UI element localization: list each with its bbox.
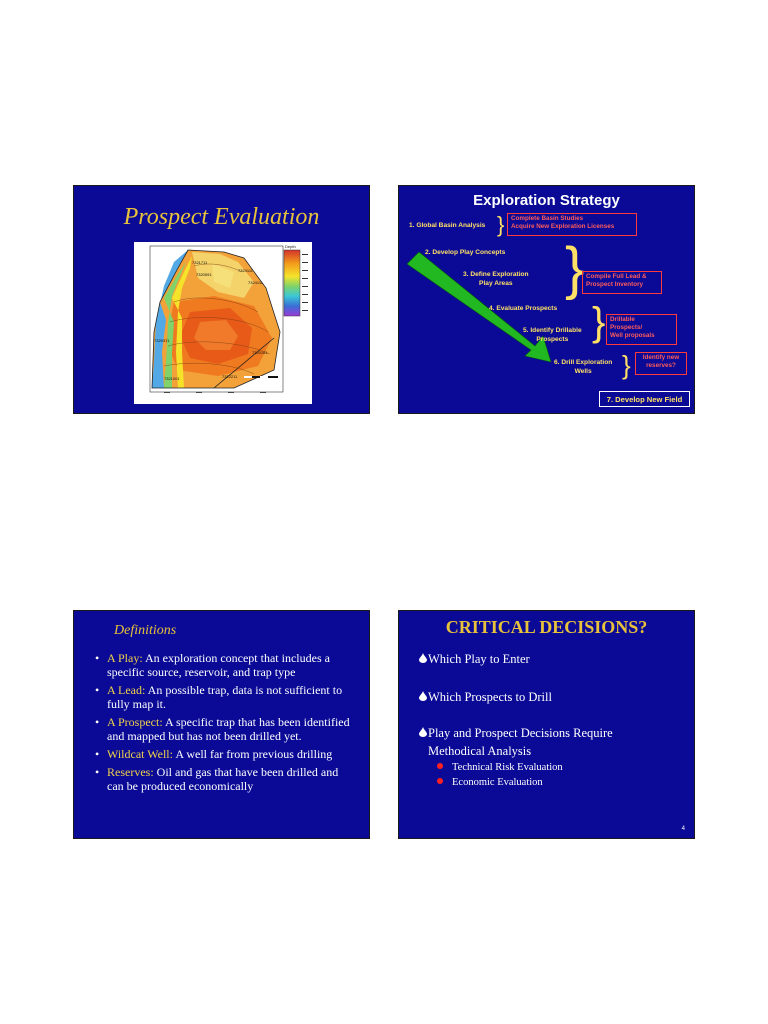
map-label: 7321711: [192, 260, 208, 265]
list-item: • A Play: An exploration concept that includes a specific source, reservoir, and trap type: [95, 651, 330, 679]
map-label: 7324111: [248, 280, 263, 285]
slide-title: CRITICAL DECISIONS?: [445, 617, 648, 637]
droplet-icon: [419, 691, 428, 707]
sub-item: Technical Risk Evaluation: [437, 761, 563, 774]
slide-title: Prospect Evaluation: [123, 204, 320, 230]
droplet-icon: [419, 727, 428, 743]
list-item: • A Lead: An possible trap, data is not sufficient to fully map it.: [95, 683, 343, 711]
droplet-icon: [419, 653, 428, 669]
brace-icon: }: [592, 300, 606, 344]
definition-term: Reserves:: [107, 765, 154, 779]
list-item: • Reserves: Oil and gas that have been drilled and can be produced economically: [95, 765, 339, 793]
step-6: 6. Drill Exploration Wells: [554, 359, 613, 375]
slide-title: Definitions: [114, 623, 177, 638]
slide-exploration-strategy: [398, 185, 695, 414]
step-2: 2. Develop Play Concepts: [425, 249, 506, 256]
develop-field-box: 7. Develop New Field: [599, 391, 690, 407]
decision-item: Which Prospects to Drill: [419, 689, 552, 707]
map-label: 7324111: [238, 268, 253, 273]
definition-text: A well far from previous drilling: [172, 747, 333, 761]
map-label: 7321001: [164, 376, 180, 381]
page-number: 4: [681, 826, 685, 832]
red-bullet-icon: [437, 778, 443, 784]
map-label: 7320591: [196, 272, 212, 277]
definition-text: Oil and gas that have been drilled and can be produced economically: [107, 765, 339, 793]
definition-text: An exploration concept that includes a specific source, reservoir, and trap type: [107, 651, 330, 679]
list-item: • A Prospect: A specific trap that has been identified and mapped but has not been drilled yet.: [95, 715, 350, 743]
contour-map-image: [134, 242, 312, 404]
definitions-list: [92, 651, 357, 797]
brace-icon: }: [565, 236, 585, 301]
map-label: 7322211: [222, 374, 238, 379]
decision-item: Play and Prospect Decisions Require Methodical Analysis: [419, 725, 613, 759]
step-5: 5. Identify Drillable Prospects: [523, 327, 582, 343]
list-item: • Wildcat Well: A well far from previous drilling: [95, 747, 333, 761]
slide-definitions: [73, 610, 370, 839]
definition-term: A Play:: [107, 651, 143, 665]
drillable-prospects-box: Drillable Prospects/ Well proposals: [606, 314, 677, 345]
slide-title: Exploration Strategy: [473, 192, 620, 209]
step-1: 1. Global Basin Analysis: [409, 222, 486, 229]
map-label: 7320161: [252, 350, 268, 355]
definition-term: A Prospect:: [107, 715, 163, 729]
step-4: 4. Evaluate Prospects: [489, 305, 558, 312]
slide-prospect-evaluation: [73, 185, 370, 414]
sub-item: Economic Evaluation: [437, 776, 543, 789]
brace-icon: }: [497, 212, 505, 237]
definition-text: A specific trap that has been identified and mapped but has not been drilled yet.: [107, 715, 350, 743]
definition-text: An possible trap, data is not sufficient to fully map it.: [107, 683, 343, 711]
definition-term: A Lead:: [107, 683, 146, 697]
decision-item: Which Play to Enter: [419, 651, 530, 669]
legend-title: Depth: [285, 244, 296, 249]
map-label: 7329371: [154, 338, 170, 343]
new-reserves-box: Identify new reserves?: [635, 352, 687, 375]
step-3: 3. Define Exploration Play Areas: [463, 271, 529, 287]
definition-term: Wildcat Well:: [107, 747, 173, 761]
slide-critical-decisions: [398, 610, 695, 839]
basin-studies-box: Complete Basin Studies Acquire New Exploration Licenses: [507, 213, 637, 236]
lead-inventory-box: Compile Full Lead & Prospect Inventory: [582, 271, 662, 294]
red-bullet-icon: [437, 763, 443, 769]
brace-icon: }: [622, 350, 631, 380]
